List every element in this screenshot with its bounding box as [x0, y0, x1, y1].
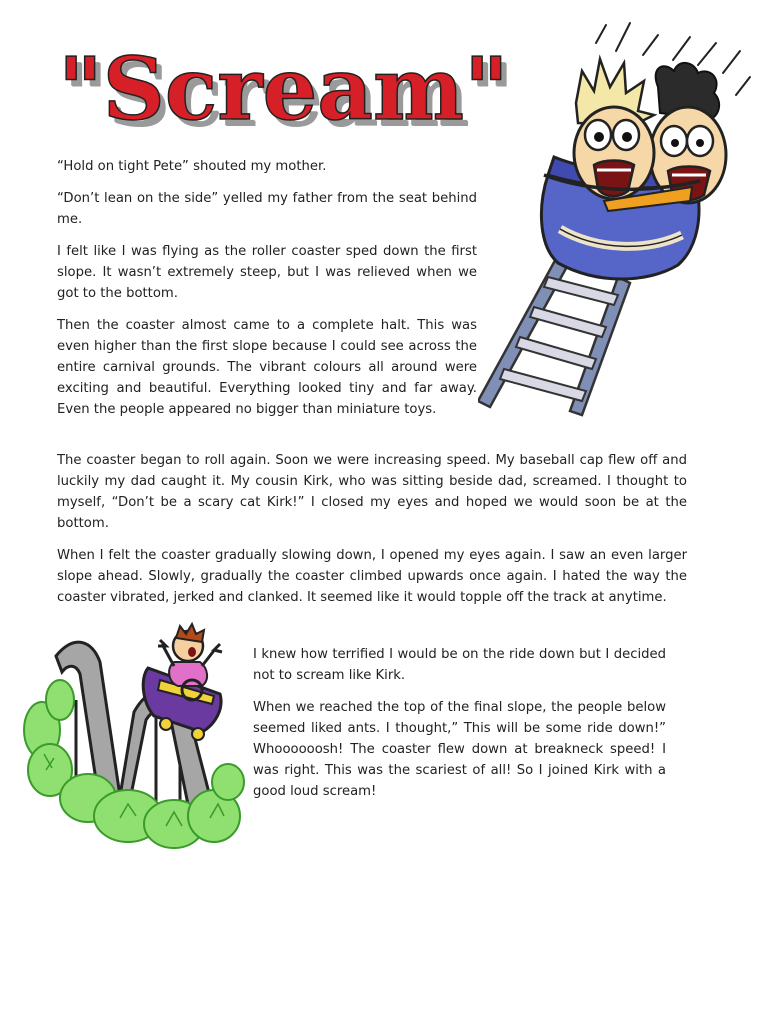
paragraph-6: When I felt the coaster gradually slowing down, I opened my eyes again. I saw an even larger slope ahead. Slowly, gradually the coaster climbed upwards once again. I hated the way the coaster vibrated, jerked and clanked. It seemed like it would topple off the track at anytime.: [57, 548, 687, 605]
paragraph-7: I knew how terrified I would be on the ride down but I decided not to scream like Kirk.: [253, 647, 666, 683]
paragraph-3: I felt like I was flying as the roller coaster sped down the first slope. It wasn’t extremely steep, but I was relieved when we got to the bottom.: [57, 244, 477, 301]
screaming-riders-illustration: [478, 15, 760, 420]
paragraph-8: When we reached the top of the final slope, the people below seemed liked ants. I thought,” This will be some ride down!” Whoooooosh! The coaster flew down at breakneck speed! I was right. This was the scariest of all! So I joined Kirk with a good loud scream!: [253, 700, 666, 799]
coaster-rider-illustration: [16, 620, 248, 860]
paragraph-1: “Hold on tight Pete” shouted my mother.: [57, 159, 327, 174]
paragraph-4: Then the coaster almost came to a complete halt. This was even higher than the first slope because I could see across the entire carnival grounds. The vibrant colours all around were exciting and beautiful. Everything looked tiny and far away. Even the people appeared no bigger than miniature toys.: [57, 318, 477, 417]
paragraph-2: “Don’t lean on the side” yelled my father from the seat behind me.: [57, 191, 477, 227]
story-title: "Scream": [58, 39, 509, 140]
paragraph-5: The coaster began to roll again. Soon we were increasing speed. My baseball cap flew off and luckily my dad caught it. My cousin Kirk, who was sitting beside dad, screamed. I thought to myself, “Don’t be a scary cat Kirk!” I closed my eyes and hoped we would soon be at the bottom.: [57, 453, 687, 531]
